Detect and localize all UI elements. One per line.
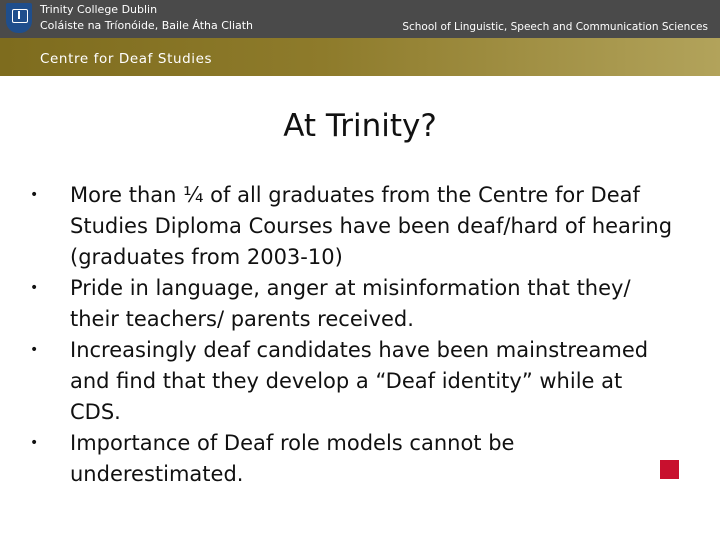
- bullet-list: [28, 180, 678, 490]
- bullet-item: [28, 273, 678, 335]
- bullet-text: More than ¼ of all graduates from the Centre for Deaf Studies Diploma Courses have been deaf/hard of hearing (graduates from 2003-10): [70, 183, 673, 269]
- trinity-crest-icon: [6, 3, 32, 33]
- centre-banner: [0, 38, 720, 76]
- bullet-item: [28, 428, 678, 490]
- bullet-dot-icon: •: [30, 435, 39, 451]
- bullet-dot-icon: •: [30, 342, 39, 358]
- institution-name-irish: Coláiste na Tríonóide, Baile Átha Cliath: [40, 19, 254, 32]
- bullet-text: Pride in language, anger at misinformation that they/ their teachers/ parents received.: [70, 276, 631, 331]
- red-square-icon: [660, 460, 679, 479]
- top-header-bar: [0, 0, 720, 38]
- bullet-item: [28, 335, 678, 428]
- slide-title: At Trinity?: [283, 108, 437, 144]
- bullet-dot-icon: •: [30, 280, 39, 296]
- centre-title: Centre for Deaf Studies: [40, 51, 213, 67]
- bullet-item: [28, 180, 678, 273]
- bullet-text: Increasingly deaf candidates have been mainstreamed and find that they develop a “Deaf identity” while at CDS.: [70, 338, 649, 424]
- school-name: School of Linguistic, Speech and Communication Sciences: [402, 21, 708, 33]
- bullet-dot-icon: •: [30, 187, 39, 203]
- bullet-text: Importance of Deaf role models cannot be underestimated.: [70, 431, 515, 486]
- institution-name: Trinity College Dublin: [40, 3, 158, 16]
